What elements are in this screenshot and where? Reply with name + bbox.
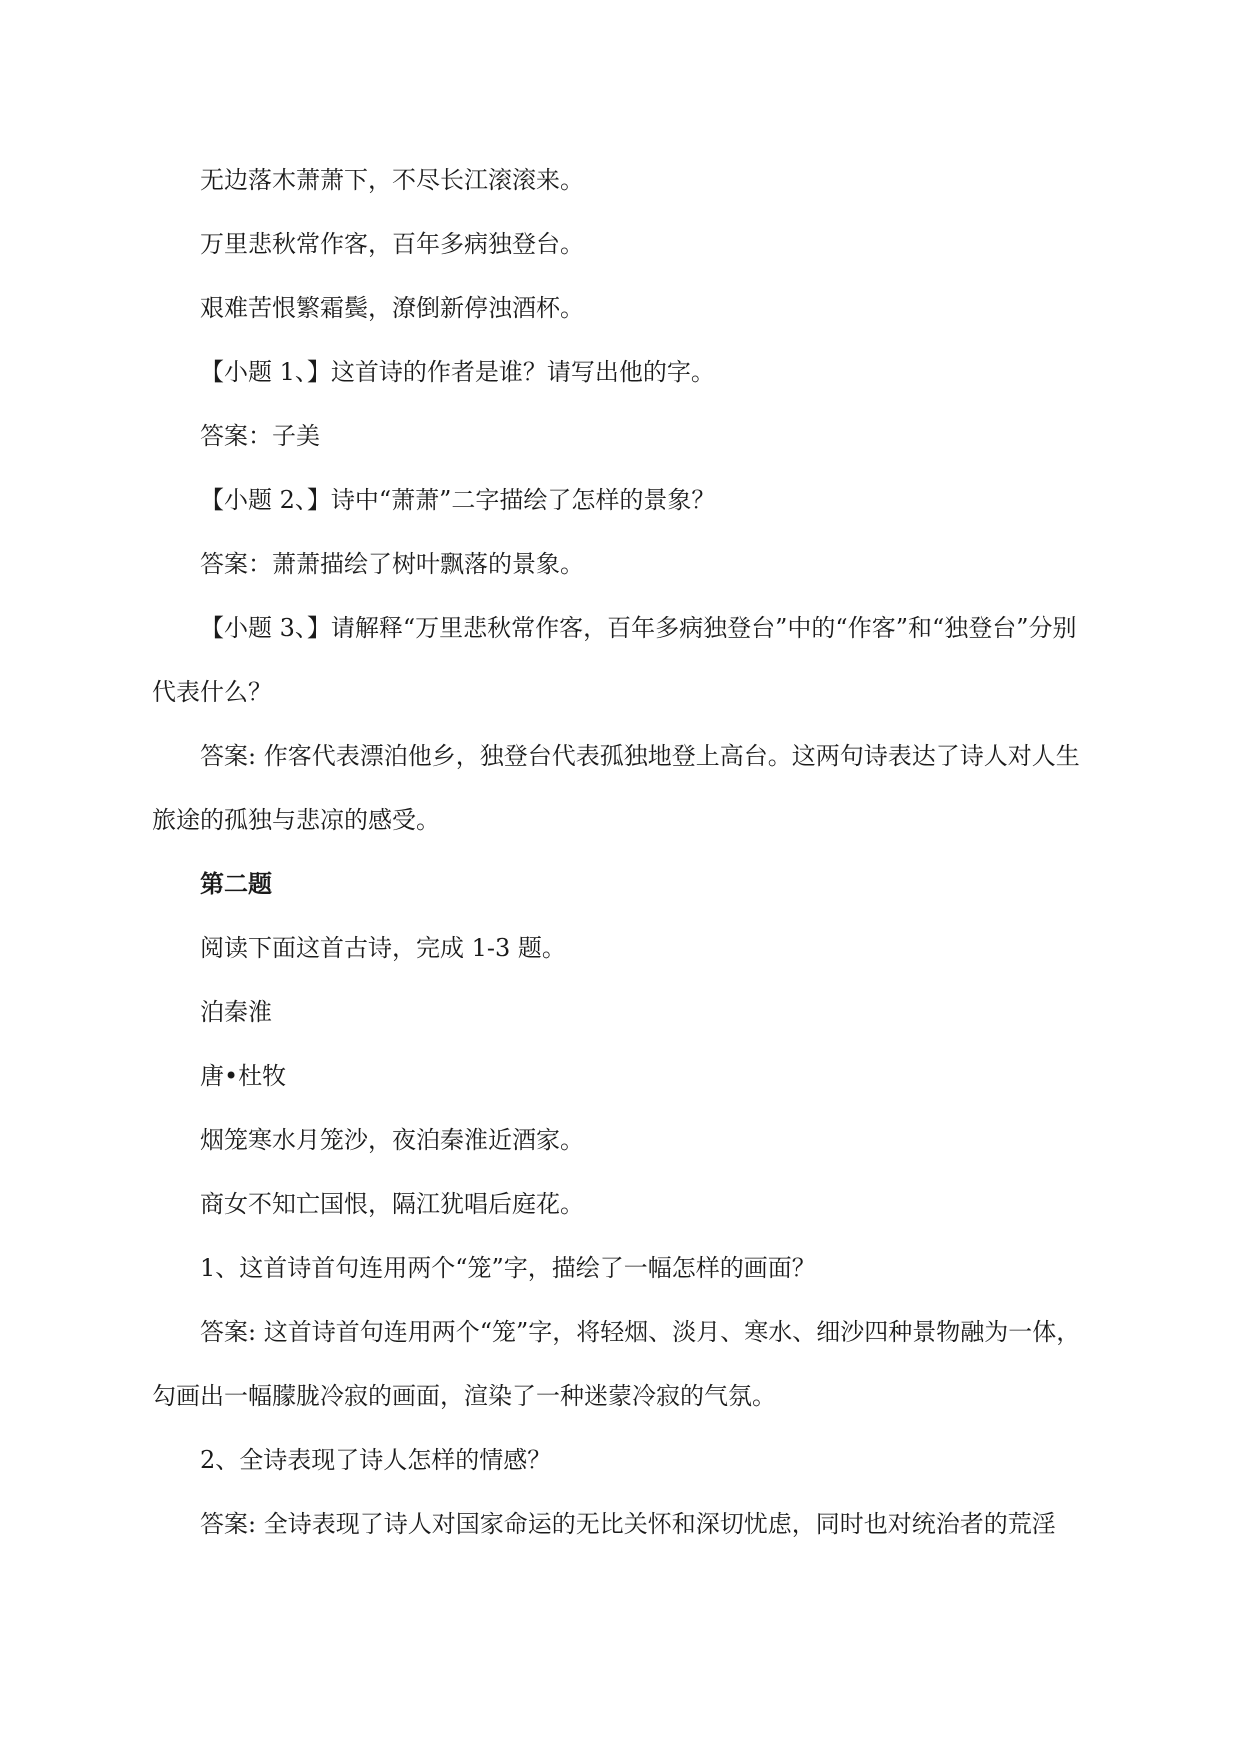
question-3: 【小题 3、】请解释“万里悲秋常作客，百年多病独登台”中的“作客”和“独登台”分别代表什么？ xyxy=(152,614,1077,706)
poem2-line-1: 烟笼寒水月笼沙，夜泊秦淮近酒家。 xyxy=(200,1126,584,1154)
question-2: 【小题 2、】诗中“萧萧”二字描绘了怎样的景象？ xyxy=(200,486,716,514)
poem-line-3: 艰难苦恨繁霜鬓，潦倒新停浊酒杯。 xyxy=(200,294,584,322)
answer-1: 答案：子美 xyxy=(200,422,320,450)
poem2-line-2: 商女不知亡国恨，隔江犹唱后庭花。 xyxy=(200,1190,584,1218)
document-body xyxy=(152,148,1088,1556)
section-heading: 第二题 xyxy=(200,869,272,898)
poem-title: 泊秦淮 xyxy=(200,998,272,1026)
question-2-1: 1、这首诗首句连用两个“笼”字，描绘了一幅怎样的画面？ xyxy=(200,1254,816,1282)
answer-3: 答案: 作客代表漂泊他乡，独登台代表孤独地登上高台。这两句诗表达了诗人对人生旅途的孤独与悲凉的感受。 xyxy=(152,742,1080,834)
answer-2-2: 答案: 全诗表现了诗人对国家命运的无比关怀和深切忧虑，同时也对统治者的荒淫 xyxy=(200,1510,1056,1538)
answer-2-1: 答案: 这首诗首句连用两个“笼”字，将轻烟、淡月、寒水、细沙四种景物融为一体，勾画出一幅朦胧冷寂的画面，渲染了一种迷蒙冷寂的气氛。 xyxy=(152,1318,1081,1410)
poem-line-2: 万里悲秋常作客，百年多病独登台。 xyxy=(200,230,584,258)
poem-author: 唐•杜牧 xyxy=(200,1062,287,1090)
question-2-2: 2、全诗表现了诗人怎样的情感？ xyxy=(200,1446,552,1474)
instruction: 阅读下面这首古诗，完成 1-3 题。 xyxy=(200,934,566,962)
question-1: 【小题 1、】这首诗的作者是谁？请写出他的字。 xyxy=(200,358,715,386)
poem-line-1: 无边落木萧萧下，不尽长江滚滚来。 xyxy=(200,166,584,194)
answer-2: 答案：萧萧描绘了树叶飘落的景象。 xyxy=(200,550,584,578)
